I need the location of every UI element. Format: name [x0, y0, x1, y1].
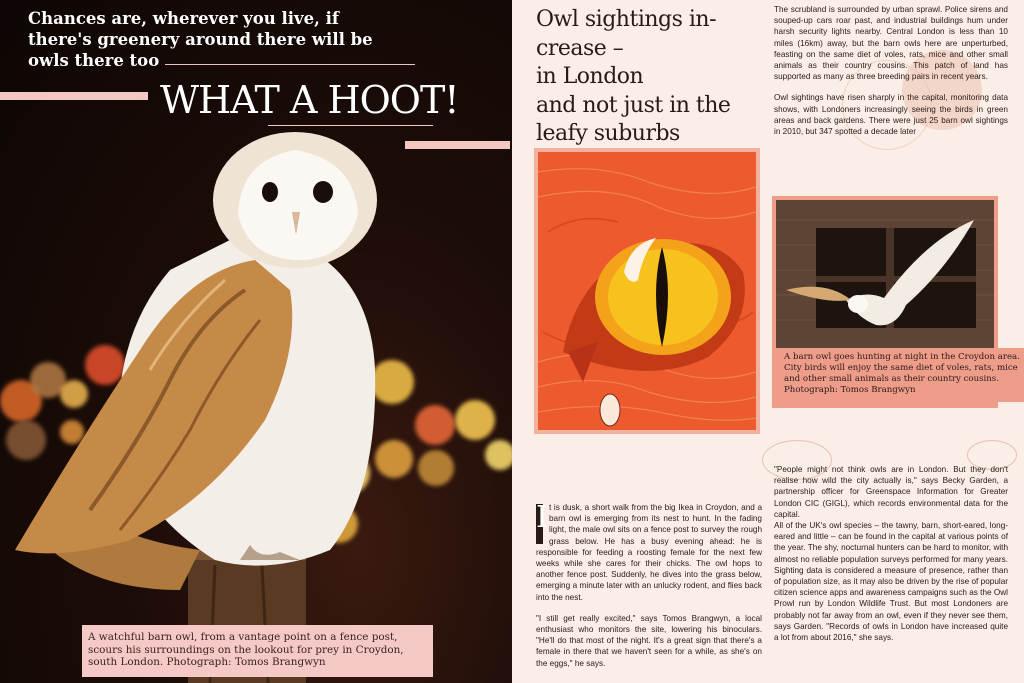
title-line: Owl sightings in- — [536, 7, 717, 32]
photo-caption: A watchful barn owl, from a vantage point on a fence post, scours his surroundings on the lookout for prey in Croydon, south London. Photograph: Tomos Brangwyn — [82, 625, 433, 677]
headline: WHAT A HOOT! — [160, 78, 459, 122]
flying-owl-image — [776, 200, 994, 348]
paragraph: All of the UK's owl species – the tawny, barn, short-eared, long-eared and little – can be found in the capital at various points of the year. The shy, nocturnal hunters can be hard to monitor, with almost no reliable population surveys performed for many years. Sighting data is considered a measure of presence, rather than of population size, as it may also be driven by the rise of popular citizen science apps and awareness campaigns such as the Owl Prowl run by London Wildlife Trust. But most Londoners are probably not far away from an owl, even if they never see them, says Garden. "Records of owls in London have increased quite a lot from about 2016," she says. — [774, 521, 1008, 643]
barn-owl-photo — [0, 120, 512, 683]
drop-cap: I — [536, 504, 543, 544]
article-column-left — [536, 502, 762, 679]
paragraph — [536, 502, 762, 603]
paragraph-text: t is dusk, a short walk from the big Ikea in Croydon, and a barn owl is emerging from its nest to hunt. In the fading light, the male owl sits on a fence post to survey the rough grass below. He has a busy evening ahead: he is responsible for feeding a roosting female for the next few weeks while she cares for their chicks. The owl hops to another fence post. Suddenly, he dives into the grass below, emerging a minute later with an unlucky rodent, and flies back into the nest. — [536, 503, 762, 602]
owl-eye-art — [538, 152, 756, 430]
divider — [268, 125, 433, 126]
owl-eye-right — [313, 181, 333, 203]
article-column-right — [774, 464, 1008, 643]
title-line: in London — [536, 64, 644, 89]
paragraph: "I still get really excited," says Tomos Brangwyn, a local enthusiast who monitors the site, lowering his binoculars. "He'll do that most of the night. It's a great sign that there's a female in there that we haven't seen for a while, as she's on the eggs," he says. — [536, 613, 762, 668]
article-title — [536, 6, 746, 149]
right-page — [512, 0, 1024, 683]
article-column-top — [774, 4, 1008, 147]
paragraph: "People might not think owls are in London. But they don't realise how wild the city actually is," says Becky Garden, a partnership officer for Greenspace Information for Greater London CIC (GIGL), which records environmental data for the capital. — [774, 465, 1008, 519]
title-line: crease – — [536, 35, 624, 61]
kicker-text: Chances are, wherever you live, if there's greenery around there will be owls there too — [28, 9, 373, 70]
photo-caption: A barn owl goes hunting at night in the Croydon area. City birds will enjoy the same diet of voles, rats, mice and other small animals as their country cousins. Photograph: Tomos Brangwyn — [780, 348, 1024, 402]
divider — [165, 64, 415, 65]
paragraph: Owl sightings have risen sharply in the capital, monitoring data shows, with Londoners increasingly seeing the birds in green areas and back gardens. There were just 25 barn owl sightings in 2010, but 347 spotted a decade later — [774, 93, 1008, 137]
title-line: leafy suburbs — [536, 121, 680, 146]
accent-bar — [0, 92, 148, 100]
title-line: and not just in the — [536, 92, 731, 118]
owl-eye-left — [262, 182, 278, 202]
accent-bar — [405, 141, 510, 149]
paragraph: The scrubland is surrounded by urban sprawl. Police sirens and souped-up cars roar past, and industrial buildings hum under harsh security lights nearby. Central London is less than 10 miles (16km) away, but the barn owls here are unperturbed, feasting on the same diet of voles, rats, mice and other small animals as their country cousins. This patch of land has supported as many as three breeding pairs in recent years. — [774, 5, 1008, 82]
owl-eye-illustration — [534, 148, 760, 434]
